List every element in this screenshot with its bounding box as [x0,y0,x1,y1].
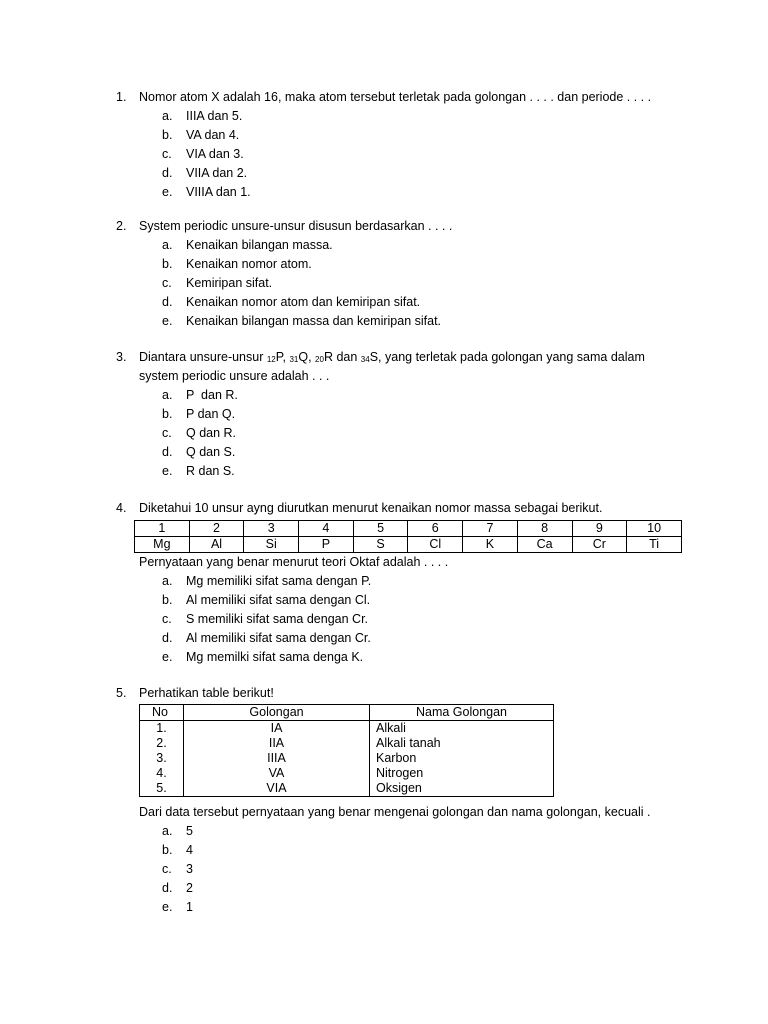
atomic-number: 34 [360,355,370,364]
option-item [116,898,696,917]
table-row [140,736,554,751]
table-cell: 7 [463,521,518,537]
option-item [116,591,696,610]
table-cell: 3 [244,521,299,537]
option-letter: b. [162,843,173,857]
option-text: 4 [186,843,193,857]
option-text: Kenaikan bilangan massa. [186,238,333,252]
table-cell: Nitrogen [370,766,554,781]
atomic-number: 20 [315,355,324,364]
option-text: Al memiliki sifat sama dengan Cr. [186,631,371,645]
question-text-suffix: , yang terletak pada golongan yang sama dalam [378,350,645,364]
option-letter: e. [162,650,173,664]
question-prompt: Pernyataan yang benar menurut teori Oktaf adalah . . . . [139,555,449,569]
table-row [140,751,554,766]
option-letter: d. [162,295,173,309]
option-text: Q dan S. [186,445,236,459]
option-text: VIA dan 3. [186,147,244,161]
option-letter: d. [162,881,173,895]
column-header: Golongan [184,705,370,721]
option-list [116,822,696,917]
option-item [116,443,696,462]
option-text: Mg memilki sifat sama denga K. [186,650,364,664]
atomic-number: 31 [289,355,299,364]
option-text: VIIA dan 2. [186,166,248,180]
table-row [135,537,682,553]
option-item [116,648,696,667]
option-text: 5 [186,824,193,838]
table-cell: IA [184,721,370,737]
question-text: Nomor atom X adalah 16, maka atom tersebut terletak pada golongan . . . . dan periode . . . . [139,90,652,104]
option-letter: e. [162,185,173,199]
column-header: Nama Golongan [370,705,554,721]
question-1 [116,88,696,202]
option-item [116,183,696,202]
option-letter: a. [162,238,173,252]
option-text: 3 [186,862,193,876]
option-item [116,424,696,443]
table-cell: VIA [184,781,370,797]
separator: dan [332,350,361,364]
option-text: 2 [186,881,193,895]
option-text: S memiliki sifat sama dengan Cr. [186,612,369,626]
option-letter: c. [162,612,172,626]
group-name-table [139,704,554,797]
option-text: Kenaikan nomor atom. [186,257,312,271]
atomic-number: 12 [266,355,276,364]
question-number: 2. [116,219,127,233]
option-letter: b. [162,407,173,421]
table-cell: 1 [135,521,190,537]
table-cell: Alkali tanah [370,736,554,751]
table-cell: Al [189,537,244,553]
option-text: VA dan 4. [186,128,240,142]
element-symbol: S [369,350,379,364]
option-item [116,610,696,629]
table-cell: 4. [140,766,184,781]
option-text: VIIIA dan 1. [186,185,251,199]
table-cell: Cl [408,537,463,553]
table-cell: Alkali [370,721,554,737]
option-item [116,107,696,126]
option-item [116,860,696,879]
table-cell: Oksigen [370,781,554,797]
option-text: IIIA dan 5. [186,109,243,123]
option-letter: a. [162,824,173,838]
table-row [135,521,682,537]
table-row [140,781,554,797]
option-letter: c. [162,276,172,290]
question-number: 3. [116,350,127,364]
option-item [116,841,696,860]
option-letter: b. [162,593,173,607]
option-item [116,405,696,424]
option-list [116,572,696,667]
table-cell: IIA [184,736,370,751]
table-cell: K [463,537,518,553]
option-letter: e. [162,314,173,328]
table-cell: 6 [408,521,463,537]
table-header-row [140,705,554,721]
element-symbol: P [275,350,283,364]
table-cell: Ti [627,537,682,553]
option-item [116,236,696,255]
separator: , [308,350,316,364]
option-letter: c. [162,147,172,161]
option-letter: d. [162,445,173,459]
table-cell: Mg [135,537,190,553]
option-text: R dan S. [186,464,235,478]
option-item [116,879,696,898]
question-5-continued [116,803,696,917]
table-cell: Cr [572,537,627,553]
question-number: 4. [116,501,127,515]
option-text: Kenaikan nomor atom dan kemiripan sifat. [186,295,421,309]
option-letter: d. [162,166,173,180]
table-cell: 2. [140,736,184,751]
question-3 [116,348,696,481]
option-letter: a. [162,109,173,123]
element-symbol: R [323,350,333,364]
option-text: Q dan R. [186,426,237,440]
option-text: P dan R. [186,388,238,402]
option-letter: d. [162,631,173,645]
question-text-prefix: Diantara unsure-unsur [139,350,267,364]
question-4-continued [116,553,696,667]
option-letter: a. [162,388,173,402]
option-item [116,386,696,405]
table-cell: 1. [140,721,184,737]
option-item [116,145,696,164]
table-cell: 3. [140,751,184,766]
option-list [116,386,696,481]
table-cell: VA [184,766,370,781]
question-text: Perhatikan table berikut! [139,686,274,700]
question-text-line2: system periodic unsure adalah . . . [139,369,330,383]
column-header: No [140,705,184,721]
table-cell: 8 [517,521,572,537]
table-cell: S [353,537,408,553]
table-cell: 10 [627,521,682,537]
option-item [116,126,696,145]
question-prompt: Dari data tersebut pernyataan yang benar mengenai golongan dan nama golongan, kecuali . [139,805,651,819]
table-row [140,766,554,781]
separator: , [282,350,290,364]
option-item [116,255,696,274]
table-cell: 9 [572,521,627,537]
option-text: Kenaikan bilangan massa dan kemiripan sifat. [186,314,442,328]
option-item [116,462,696,481]
table-cell: 4 [299,521,354,537]
option-item [116,274,696,293]
option-list [116,236,696,331]
option-text: Al memiliki sifat sama dengan Cl. [186,593,371,607]
option-text: 1 [186,900,193,914]
question-5 [116,684,696,703]
option-item [116,293,696,312]
table-cell: Ca [517,537,572,553]
question-text: Diketahui 10 unsur ayng diurutkan menurut kenaikan nomor massa sebagai berikut. [139,501,603,515]
table-cell: Karbon [370,751,554,766]
table-cell: IIIA [184,751,370,766]
table-cell: 2 [189,521,244,537]
option-letter: c. [162,862,172,876]
table-cell: 5. [140,781,184,797]
question-number: 1. [116,90,127,104]
option-letter: e. [162,900,173,914]
option-item [116,822,696,841]
option-text: P dan Q. [186,407,236,421]
table-row [140,721,554,737]
question-text: System periodic unsure-unsur disusun berdasarkan . . . . [139,219,453,233]
option-item [116,312,696,331]
table-cell: 5 [353,521,408,537]
option-item [116,572,696,591]
option-item [116,164,696,183]
option-item [116,629,696,648]
element-order-table [134,520,682,553]
element-symbol: Q [298,350,309,364]
question-text [139,348,645,369]
table-cell: P [299,537,354,553]
table-cell: Si [244,537,299,553]
option-letter: a. [162,574,173,588]
option-text: Kemiripan sifat. [186,276,273,290]
option-text: Mg memiliki sifat sama dengan P. [186,574,372,588]
option-letter: b. [162,257,173,271]
option-letter: b. [162,128,173,142]
option-letter: c. [162,426,172,440]
question-2 [116,217,696,331]
question-number: 5. [116,686,127,700]
question-4 [116,499,696,518]
option-letter: e. [162,464,173,478]
option-list [116,107,696,202]
